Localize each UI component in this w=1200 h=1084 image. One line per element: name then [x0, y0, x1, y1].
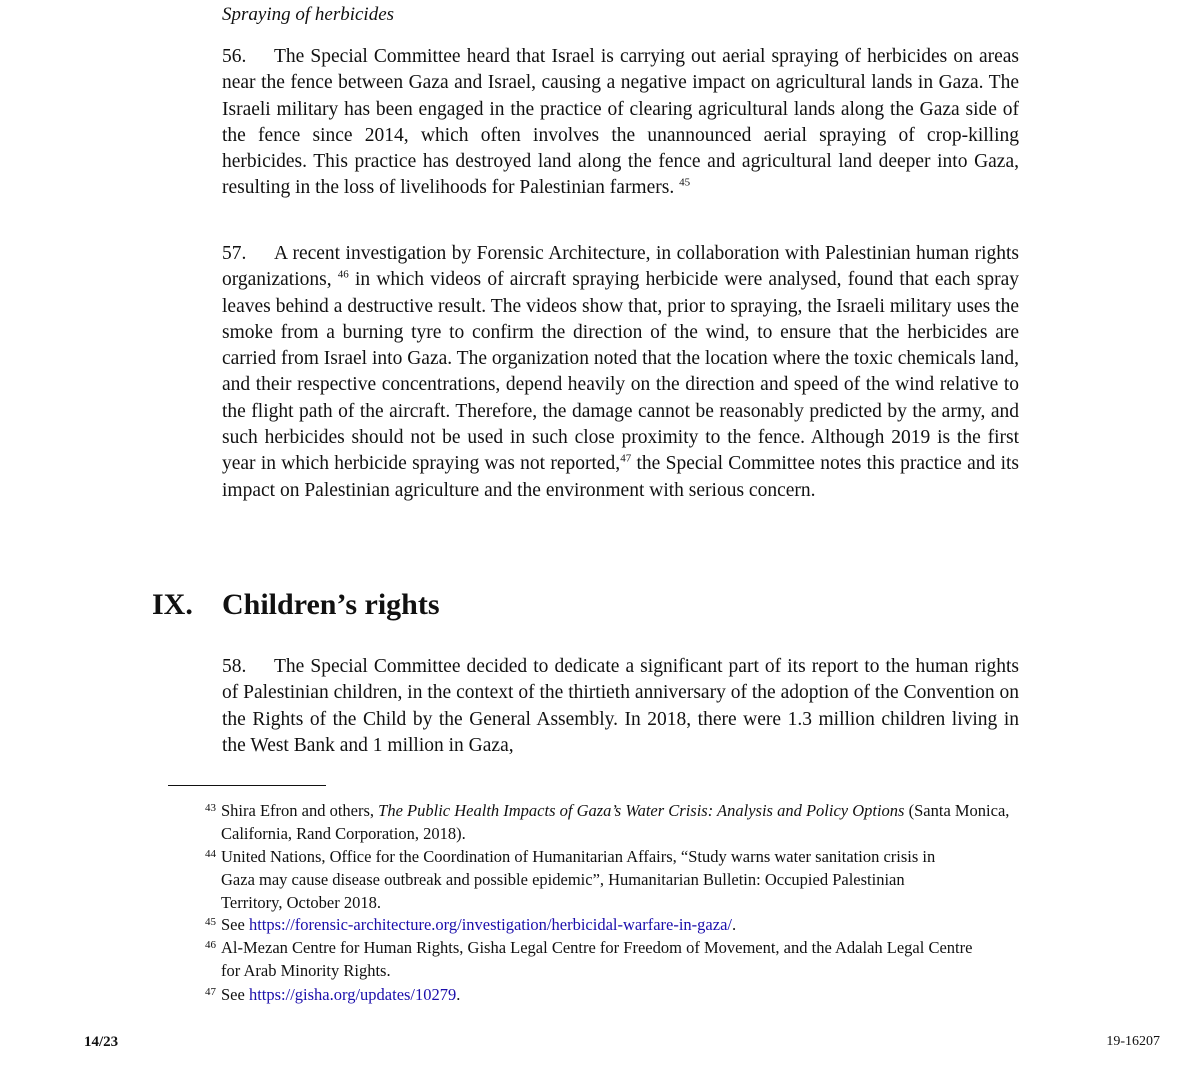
footnote-43: [200, 799, 1020, 845]
paragraph-text: A recent investigation by Forensic Architecture, in collaboration with Palestinian human rights organizations,: [222, 243, 1019, 291]
footnote-text: Al-Mezan Centre for Human Rights, Gisha Legal Centre for Freedom of Movement, and the Adalah Legal Centre for Arab Minority Rights.: [221, 938, 973, 980]
paragraph-text: The Special Committee decided to dedicate a significant part of its report to the human rights of Palestinian children, in the context of the thirtieth anniversary of the adoption of the Convention on the Rights of the Child by the General Assembly. In 2018, there were 1.3 million children living in the West Bank and 1 million in Gaza,: [222, 656, 1019, 756]
footnote-text: (Santa Monica, California, Rand Corporation, 2018).: [221, 801, 1010, 843]
footnote-number: 45: [205, 916, 216, 928]
footnote-text: .: [456, 985, 461, 1004]
paragraph-text: the Special Committee notes this practice and its impact on Palestinian agriculture and the environment with serious concern.: [222, 453, 1019, 501]
page-number: 14/23: [84, 1034, 119, 1050]
footnote-link[interactable]: https://forensic-architecture.org/investigation/herbicidal-warfare-in-gaza/: [248, 915, 732, 934]
section-title: Children’s rights: [222, 588, 440, 621]
footnote-divider: [168, 785, 326, 786]
footnote-text: See: [221, 985, 249, 1004]
footnote-number: 43: [205, 802, 216, 814]
paragraph-number: 56.: [222, 46, 247, 67]
paragraph-number: 57.: [222, 243, 247, 264]
subheading: Spraying of herbicides: [222, 4, 395, 25]
document-symbol: 19-16207: [1106, 1034, 1160, 1049]
paragraph-58: [222, 654, 1019, 759]
paragraph-text: in which videos of aircraft spraying herbicide were analysed, found that each spray leaves behind a destructive result. The videos show that, prior to spraying, the Israeli military uses the smoke from a burning tyre to confirm the direction of the wind, to ensure that the herbicides are carried from Israel into Gaza. The organization noted that the location where the toxic chemicals land, and their respective concentrations, depend heavily on the direction and speed of the wind relative to the flight path of the aircraft. Therefore, the damage cannot be reasonably predicted by the army, and such herbicides should not be used in such close proximity to the fence. Although 2019 is the first year in which herbicide spraying was not reported,: [222, 269, 1019, 475]
footnote-text: .: [731, 915, 737, 934]
footnote-link[interactable]: https://gisha.org/updates/10279: [248, 985, 457, 1004]
footnote-title: The Public Health Impacts of Gaza’s Water Crisis: Analysis and Policy Options: [378, 801, 905, 820]
footnote-number: 44: [205, 848, 216, 860]
footnote-ref[interactable]: 45: [679, 176, 691, 189]
footnote-number: 47: [205, 986, 216, 998]
section-number: IX.: [152, 588, 193, 621]
paragraph-57: [222, 241, 1019, 504]
paragraph-text: The Special Committee heard that Israel is carrying out aerial spraying of herbicides on areas near the fence between Gaza and Israel, causing a negative impact on agricultural lands in Gaza. The Israeli military has been engaged in the practice of clearing agricultural lands along the Gaza side of the fence since 2014, which often involves the unannounced aerial spraying of crop-killing herbicides. This practice has destroyed land along the fence and agricultural land deeper into Gaza, resulting in the loss of livelihoods for Palestinian farmers.: [222, 46, 1019, 199]
footnote-46: [200, 936, 1020, 982]
paragraph-number: 58.: [222, 656, 247, 677]
footnote-text: Shira Efron and others,: [221, 801, 379, 820]
footnote-45: [200, 913, 1020, 936]
paragraph-56: [222, 44, 1019, 202]
footnote-ref[interactable]: 46: [337, 268, 349, 281]
footnote-ref[interactable]: 47: [620, 452, 632, 465]
footnote-47: [200, 983, 1020, 1006]
footnote-text: See: [221, 915, 249, 934]
footnote-44: [200, 845, 1020, 914]
footnote-number: 46: [205, 939, 216, 951]
footnote-text: United Nations, Office for the Coordination of Humanitarian Affairs, “Study warns water sanitation crisis in Gaza may cause disease outbreak and possible epidemic”, Humanitarian Bulletin: Occupied Palestinian Territory, October 2018.: [221, 847, 936, 912]
